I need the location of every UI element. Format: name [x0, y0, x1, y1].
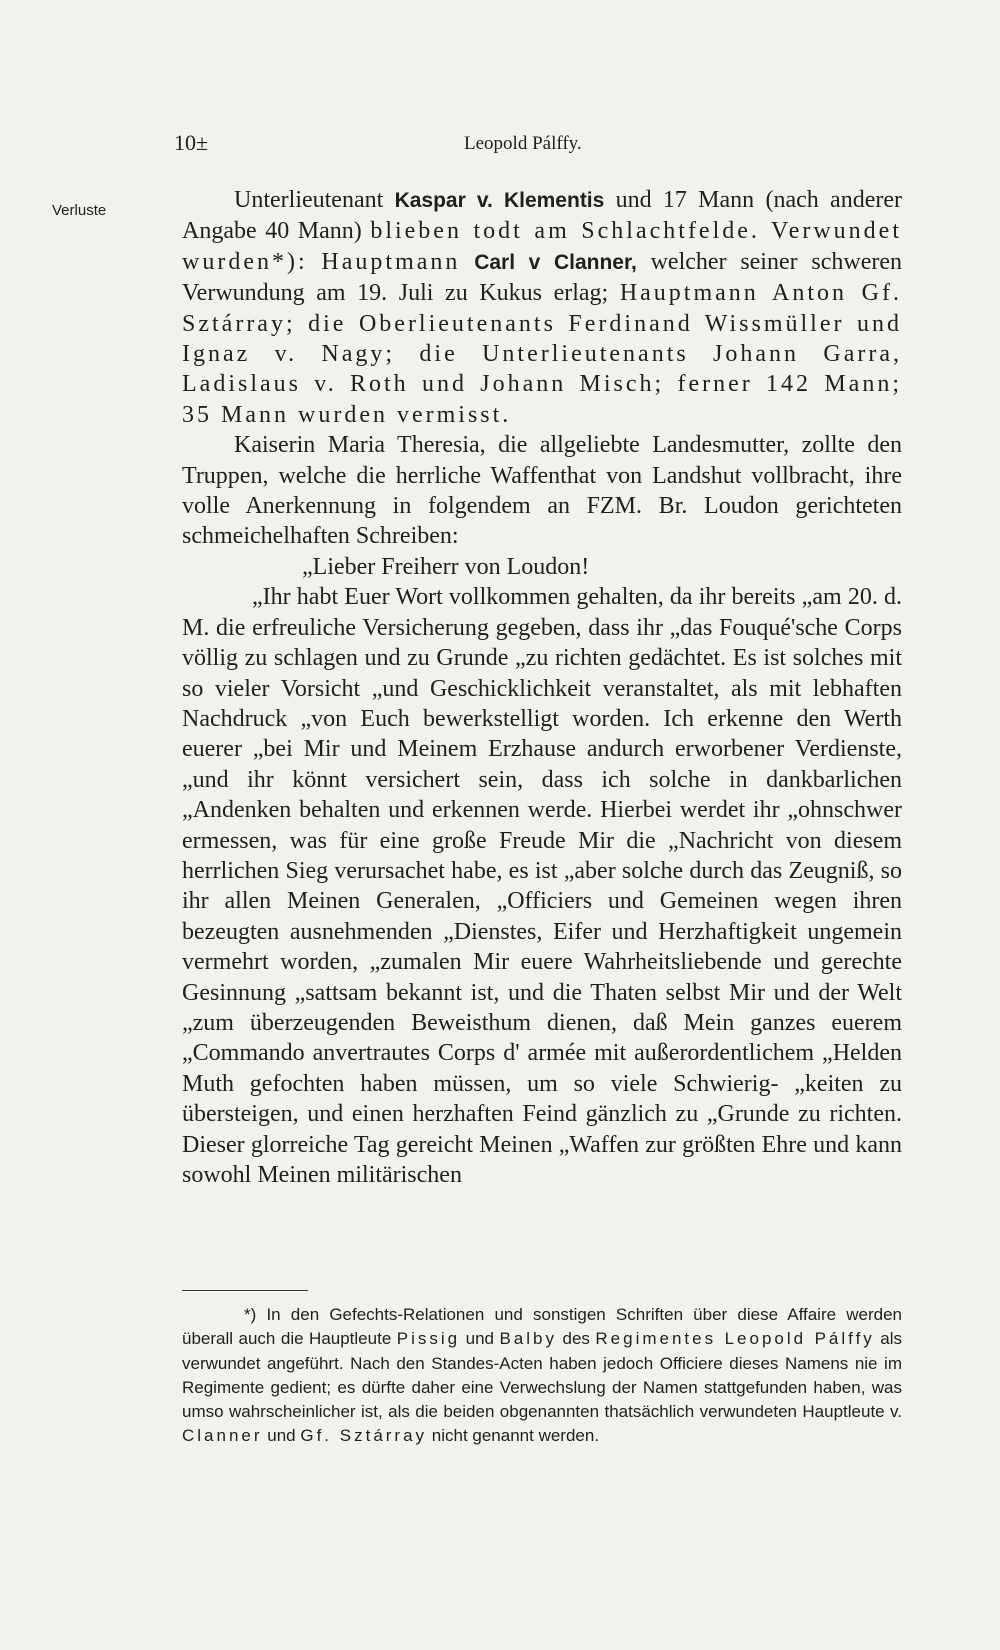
text-run: als verwundet angeführt. Nach den Standes-Acten haben jedoch Officiere dieses Namens nie im Regimente gedient; es dürfte daher eine Verwechslung der Namen stattgefunden haben, was umso wahrscheinlicher ist, als die beiden obgenannten thatsächlich verwundeten Hauptleute v. — [182, 1329, 903, 1422]
spaced-text: Pissig — [396, 1329, 461, 1349]
footnote-text — [182, 1303, 902, 1449]
paragraph-losses — [182, 185, 902, 430]
text-run: und — [460, 1329, 500, 1349]
text-run — [308, 249, 322, 275]
spaced-text: Gf. Sztárray — [300, 1426, 428, 1446]
spaced-text: blieben todt am Schlachtfelde. Verwundet wurden*): — [182, 218, 902, 275]
margin-note: Verluste — [52, 202, 107, 219]
name-kaspar-klementis: Kaspar v. Klementis — [394, 189, 605, 212]
text-run — [460, 249, 474, 275]
text-run: welcher seiner schweren Verwundung am 19. Juli zu Kukus erlag; — [182, 248, 903, 307]
footnote-divider — [182, 1290, 308, 1291]
running-title: Leopold Pálffy. — [464, 133, 582, 154]
page-number: 10± — [174, 130, 209, 155]
text-run: Unterlieutenant — [234, 187, 395, 213]
spaced-text: Regimentes Leopold Pálffy — [595, 1329, 875, 1349]
name-carl-clanner: Carl v Clanner, — [474, 250, 637, 274]
spaced-text: Clanner — [182, 1426, 263, 1446]
spaced-text: Hauptmann Anton Gf. Sztárray; die Oberlieutenants Ferdinand Wissmüller und Ignaz v. Nagy; die Unterlieutenants Johann Garra, Ladislaus v. Roth und Johann Misch; ferner 142 Mann; 35 Mann wurden vermisst. — [182, 280, 902, 428]
spaced-text: Balby — [499, 1329, 557, 1349]
letter-salutation: „Lieber Freiherr von Loudon! — [302, 553, 590, 580]
text-run: des — [557, 1329, 596, 1349]
text-run: und — [262, 1426, 301, 1446]
spaced-text: Hauptmann — [321, 248, 461, 275]
text-run: nicht genannt werden. — [427, 1426, 600, 1446]
text-run: *) In den Gefechts-Relationen und sonstigen Schriften über diese Affaire werden überall auch die Hauptleute — [182, 1305, 902, 1349]
text-run: und 17 Mann (nach anderer Angabe 40 Mann) — [182, 187, 902, 245]
main-text — [182, 185, 902, 1190]
letter-text: „Ihr habt Euer Wort vollkommen gehalten, da ihr bereits „am 20. d. M. die erfreuliche Versicherung gegeben, dass ihr „das Fouqué'sche Corps völlig zu schlagen und zu Grunde „zu richten gedächtet. Es ist solches mit so vieler Vorsicht „und Geschicklichkeit veranstaltet, als mit lebhaften Nachdruck „von Euch bewerkstelligt worden. Ich erkenne den Werth euerer „bei Mir und Meinem Erzhause andurch erworbener Verdienste, „und ihr könnt versichert sein, dass ich solche in dankbarlichen „Andenken behalten und erkennen werde. Hierbei werdet ihr „ohnschwer ermessen, was für eine große Freude Mir die „Nachricht von diesem herrlichen Sieg verursachet habe, es ist „aber solche durch das Zeugniß, so ihr allen Meinen Generalen, „Officiers und Gemeinen wegen ihren bezeugten ausnehmenden „Dienstes, Eifer und Herzhaftigkeit ungemein vermehrt worden, „zumalen Mir euere Wahrheitsliebende und gerechte Gesinnung „sattsam bekannt ist, und die Thaten selbst Mir und der Welt „zum überzeugenden Beweisthum dienen, daß Mein ganzes euerem „Commando anvertrautes Corps d' armée mit außerordentlichem „Helden Muth gefochten haben müssen, um so viele Schwierig- „keiten zu übersteigen, und einen herzhaften Feind gänzlich zu „Grunde zu richten. Dieser glorreiche Tag gereicht Meinen „Waffen zur größten Ehre und kann sowohl Meinen militärischen — [182, 584, 902, 1188]
footnote — [182, 1303, 902, 1449]
paragraph-empress: Kaiserin Maria Theresia, die allgeliebte Landesmutter, zollte den Truppen, welche die herrliche Waffenthat von Landshut vollbracht, ihre volle Anerkennung in folgendem an FZM. Br. Loudon gerichteten schmeichelhaften Schreiben: — [182, 432, 902, 550]
